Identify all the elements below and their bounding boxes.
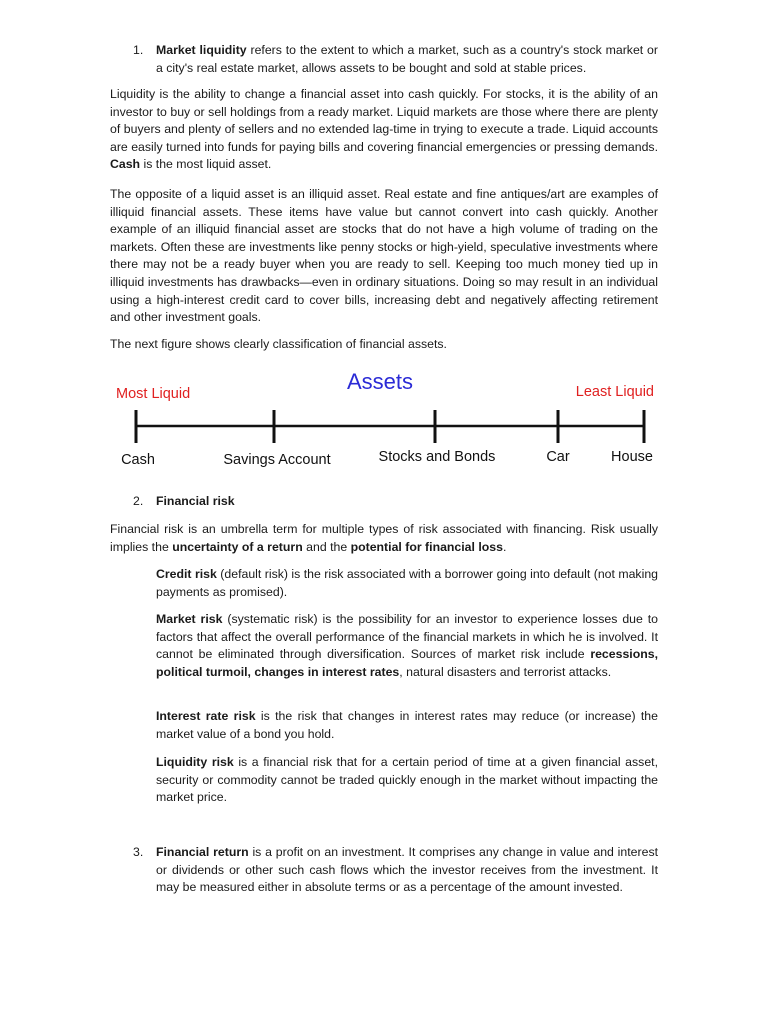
figure-title: Assets [346,369,414,394]
asset-label: Cash [121,452,155,468]
asset-label: Savings Account [223,452,331,468]
financial-loss-term: potential for financial loss [350,539,503,554]
section-3-text: Financial return is a profit on an investment. It comprises any change in value and interest or dividends or other such cash flows which the investor receives from the investment. It may be measured either in absolute terms or as a percentage of the amount invested. [156,845,659,895]
market-risk-term: Market risk [156,612,223,626]
uncertainty-term: uncertainty of a return [172,539,303,554]
most-liquid-label: Most Liquid [116,386,191,402]
figure-intro-paragraph: The next figure shows clearly classification of financial assets. [110,337,447,351]
section-2-number: 2. [133,494,144,508]
interest-rate-risk-paragraph: Interest rate risk is the risk that changes in interest rates may reduce (or increase) the market value of a bond you hold. [156,709,658,741]
market-risk-paragraph: Market risk (systematic risk) is the possibility for an investor to experience losses due to factors that affect the overall performance of the financial markets in which he is involved. It cannot be eliminated through diversification. Sources of market risk include recessions, political turmoil, changes in interest rates, natural disasters and terrorist attacks. [156,612,659,679]
market-risk-sources: recessions, political turmoil, changes in interest rates [156,647,658,679]
financial-return-term: Financial return [156,845,249,859]
market-liquidity-term: Market liquidity [156,43,247,57]
cash-term: Cash [110,157,141,172]
financial-risk-paragraph: Financial risk is an umbrella term for multiple types of risk associated with financing. Risk usually implies the uncertainty of a return and the potential for financial loss. [110,522,658,554]
illiquid-paragraph: The opposite of a liquid asset is an illiquid asset. Real estate and fine antiques/art are examples of illiquid financial assets. These items have value but cannot convert into cash quickly. Another example of an illiquid financial asset are stocks that do not have a high volume of trading on the markets. Often these are investments like penny stocks or high-yield, speculative investments where there may not be a ready buyer when you are ready to sell. Keeping too much money tied up in illiquid investments has drawbacks—even in ordinary situations. Doing so may result in an individual using a high-interest credit card to cover bills, increasing debt and negatively affecting retirement and other investment goals. [110,187,658,325]
section-1-number: 1. [133,43,144,57]
asset-label: Stocks and Bonds [378,449,496,465]
section-2-title: Financial risk [156,494,235,508]
interest-rate-risk-term: Interest rate risk [156,709,256,723]
section-3-number: 3. [133,845,144,859]
liquidity-risk-term: Liquidity risk [156,755,234,769]
credit-risk-paragraph: Credit risk (default risk) is the risk associated with a borrower going into default (not making payments as promised). [156,567,658,599]
section-1-text: Market liquidity refers to the extent to which a market, such as a country's stock market or a city's real estate market, allows assets to be bought and sold at stable prices. [156,43,658,75]
asset-label: House [611,449,653,465]
asset-label: Car [546,449,570,465]
assets-liquidity-figure [108,362,664,476]
asset-labels [121,449,653,468]
credit-risk-term: Credit risk [156,567,217,581]
liquidity-risk-paragraph: Liquidity risk is a financial risk that for a certain period of time at a given financial asset, security or commodity cannot be traded quickly enough in the market without impacting the market price. [156,755,658,805]
least-liquid-label: Least Liquid [575,384,654,400]
liquidity-paragraph: Liquidity is the ability to change a financial asset into cash quickly. For stocks, it is the ability of an investor to buy or sell holdings from a ready market. Liquid markets are those where there are plenty of buyers and plenty of sellers and no extended lag-time in trying to execute a trade. Liquid accounts are easily turned into funds for paying bills and covering financial emergencies or pressing demands. Cash is the most liquid asset. [110,87,658,172]
